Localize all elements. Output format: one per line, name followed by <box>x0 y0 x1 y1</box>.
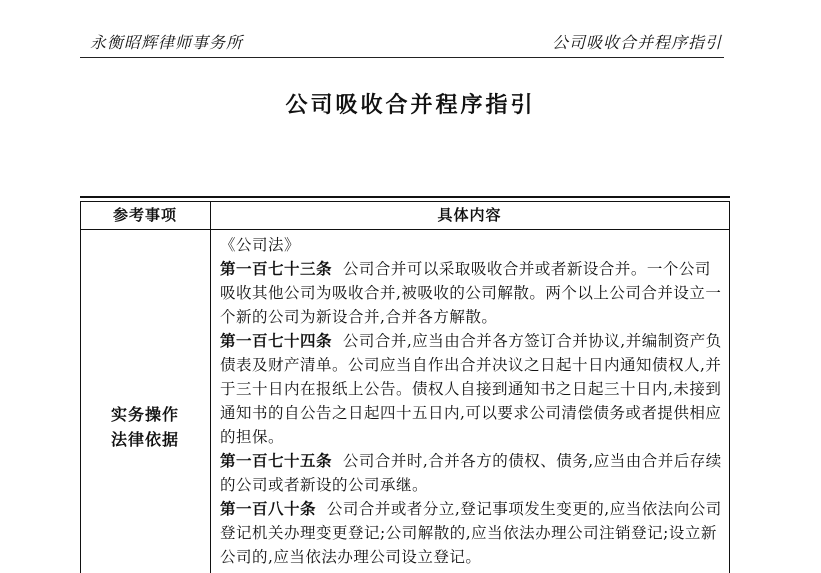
law-name: 《公司法》 <box>220 236 301 254</box>
article-173-text: 公司合并可以采取吸收合并或者新设合并。一个公司吸收其他公司为吸收合并,被吸收的公司解散。两个以上公司合并设立一个新的公司为新设合并,合并各方解散。 <box>220 260 722 326</box>
article-180 <box>220 497 725 569</box>
article-174 <box>220 329 725 449</box>
table-column-divider <box>210 201 211 573</box>
table-header-rule <box>80 229 730 230</box>
content-cell <box>220 233 725 569</box>
header-firm-name: 永衡昭辉律师事务所 <box>90 33 244 52</box>
article-175-text: 公司合并时,合并各方的债权、债务,应当由合并后存续的公司或者新设的公司承继。 <box>220 452 722 494</box>
article-175-title: 第一百七十五条 <box>220 451 333 470</box>
article-180-text: 公司合并或者分立,登记事项发生变更的,应当依法向公司登记机关办理变更登记;公司解散的,应当依法办理公司注销登记;设立新公司的,应当依法办理公司设立登记。 <box>220 500 722 566</box>
row-label-cell <box>80 402 210 452</box>
table-top-rule-inner <box>80 201 730 202</box>
header-doc-title: 公司吸收合并程序指引 <box>551 33 722 52</box>
table-left-border <box>80 201 81 573</box>
article-174-text: 公司合并,应当由合并各方签订合并协议,并编制资产负债表及财产清单。公司应当自作出合并决议之日起十日内通知债权人,并于三十日内在报纸上公告。债权人自接到通知书之日起三十日内,未接到通知书的自公告之日起四十五日内,可以要求公司清偿债务或者提供相应的担保。 <box>220 332 722 446</box>
column-header-content: 具体内容 <box>437 206 502 224</box>
table-right-border <box>729 201 730 573</box>
article-173 <box>220 257 725 329</box>
article-180-title: 第一百八十条 <box>220 499 317 518</box>
article-175 <box>220 449 725 497</box>
page-title: 公司吸收合并程序指引 <box>285 92 536 118</box>
column-header-reference: 参考事项 <box>112 206 177 224</box>
row-label-line2: 法律依据 <box>110 430 179 449</box>
article-173-title: 第一百七十三条 <box>220 259 333 278</box>
row-label-line1: 实务操作 <box>110 405 179 424</box>
header-divider <box>80 57 724 58</box>
table-top-rule <box>80 196 730 198</box>
article-174-title: 第一百七十四条 <box>220 331 333 350</box>
